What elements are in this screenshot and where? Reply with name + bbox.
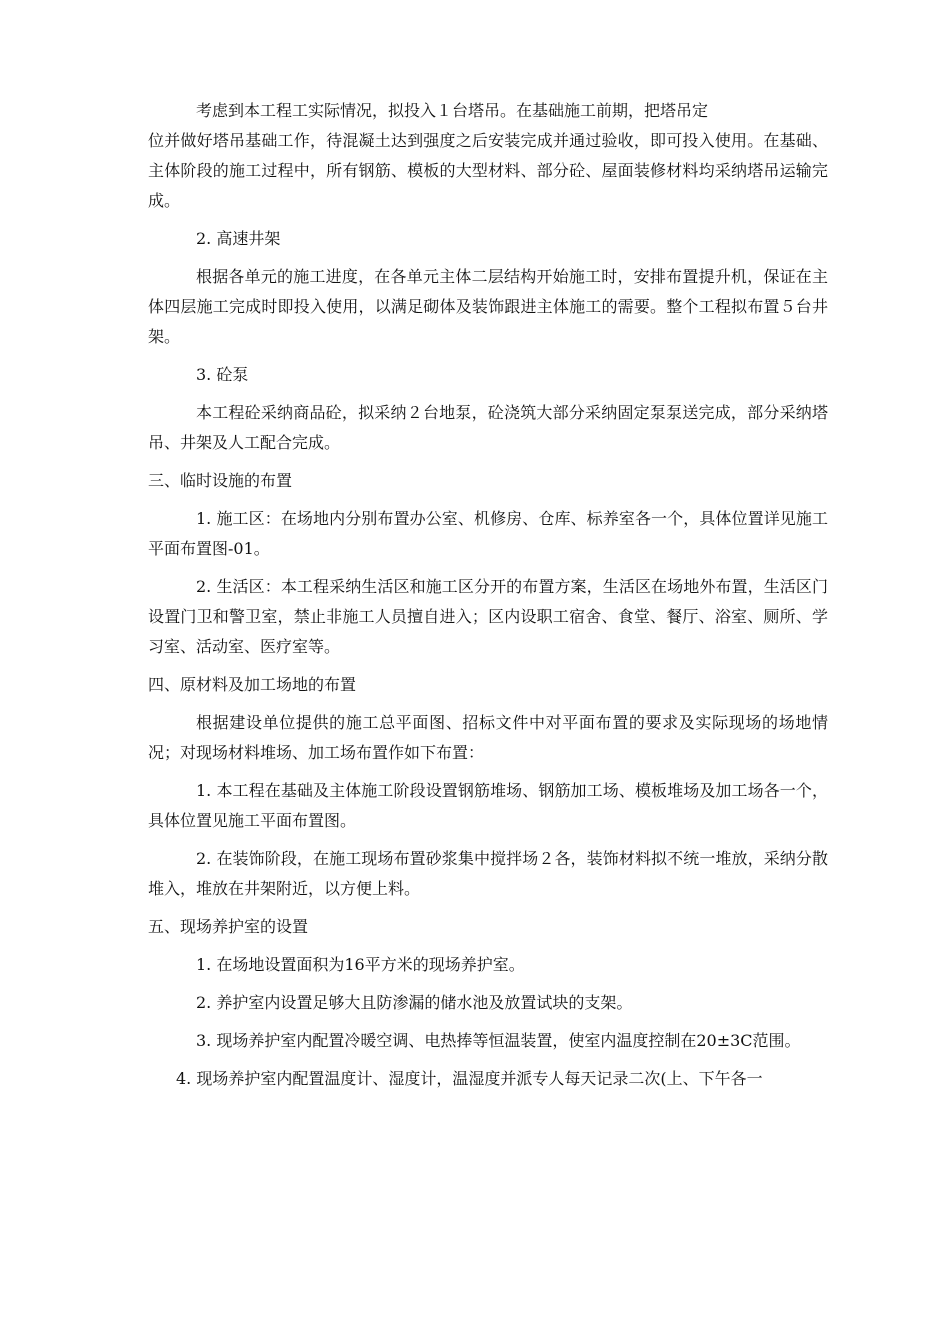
paragraph-tower-crane-intro: 考虑到本工程工实际情况，拟投入１台塔吊。在基础施工前期，把塔吊定 xyxy=(196,101,709,120)
item-concrete-pump: 3. 砼泵 xyxy=(196,365,249,384)
item-curing-room-area: 1. 在场地设置面积为16平方米的现场养护室。 xyxy=(196,955,525,974)
paragraph-hoist-body: 根据各单元的施工进度，在各单元主体二层结构开始施工时，安排布置提升机，保证在主体四层施工完成时即投入使用，以满足砌体及装饰跟进主体施工的需要。整个工程拟布置５台井架。 xyxy=(148,267,828,346)
item-living-area: 2. 生活区：本工程采纳生活区和施工区分开的布置方案，生活区在场地外布置，生活区门设置门卫和警卫室，禁止非施工人员擅自进入；区内设职工宿舍、食堂、餐厅、浴室、厕所、学习室、活动室、医疗室等。 xyxy=(148,577,828,656)
document-page xyxy=(148,96,828,1102)
paragraph-materials-intro: 根据建设单位提供的施工总平面图、招标文件中对平面布置的要求及实际现场的场地情况；对现场材料堆场、加工场布置作如下布置： xyxy=(148,713,828,762)
item-curing-room-records: 4. 现场养护室内配置温度计、湿度计，温湿度并派专人每天记录二次(上、下午各一 xyxy=(176,1069,763,1088)
paragraph-pump-body: 本工程砼采纳商品砼，拟采纳２台地泵，砼浇筑大部分采纳固定泵泵送完成，部分采纳塔吊、井架及人工配合完成。 xyxy=(148,403,828,452)
item-high-speed-hoist: 2. 高速井架 xyxy=(196,229,281,248)
item-curing-room-temperature: 3. 现场养护室内配置冷暖空调、电热捧等恒温装置，使室内温度控制在20±3C范围。 xyxy=(196,1031,801,1050)
item-construction-area: 1. 施工区：在场地内分别布置办公室、机修房、仓库、标养室各一个，具体位置详见施工平面布置图-01。 xyxy=(148,509,828,558)
paragraph-tower-crane-body: 位并做好塔吊基础工作，待混凝土达到强度之后安装完成并通过验收，即可投入使用。在基础、主体阶段的施工过程中，所有钢筋、模板的大型材料、部分砼、屋面装修材料均采纳塔吊运输完成。 xyxy=(148,131,828,210)
item-curing-room-tank: 2. 养护室内设置足够大且防渗漏的储水池及放置试块的支架。 xyxy=(196,993,633,1012)
section-heading-temporary-facilities: 三、临时设施的布置 xyxy=(148,471,293,490)
item-rebar-formwork-yards: 1. 本工程在基础及主体施工阶段设置钢筋堆场、钢筋加工场、模板堆场及加工场各一个，具体位置见施工平面布置图。 xyxy=(148,781,828,830)
section-heading-materials-yard: 四、原材料及加工场地的布置 xyxy=(148,675,357,694)
section-heading-curing-room: 五、现场养护室的设置 xyxy=(148,917,309,936)
item-decoration-stage: 2. 在装饰阶段，在施工现场布置砂浆集中搅拌场２各，装饰材料拟不统一堆放，采纳分散堆入，堆放在井架附近，以方便上料。 xyxy=(148,849,828,898)
